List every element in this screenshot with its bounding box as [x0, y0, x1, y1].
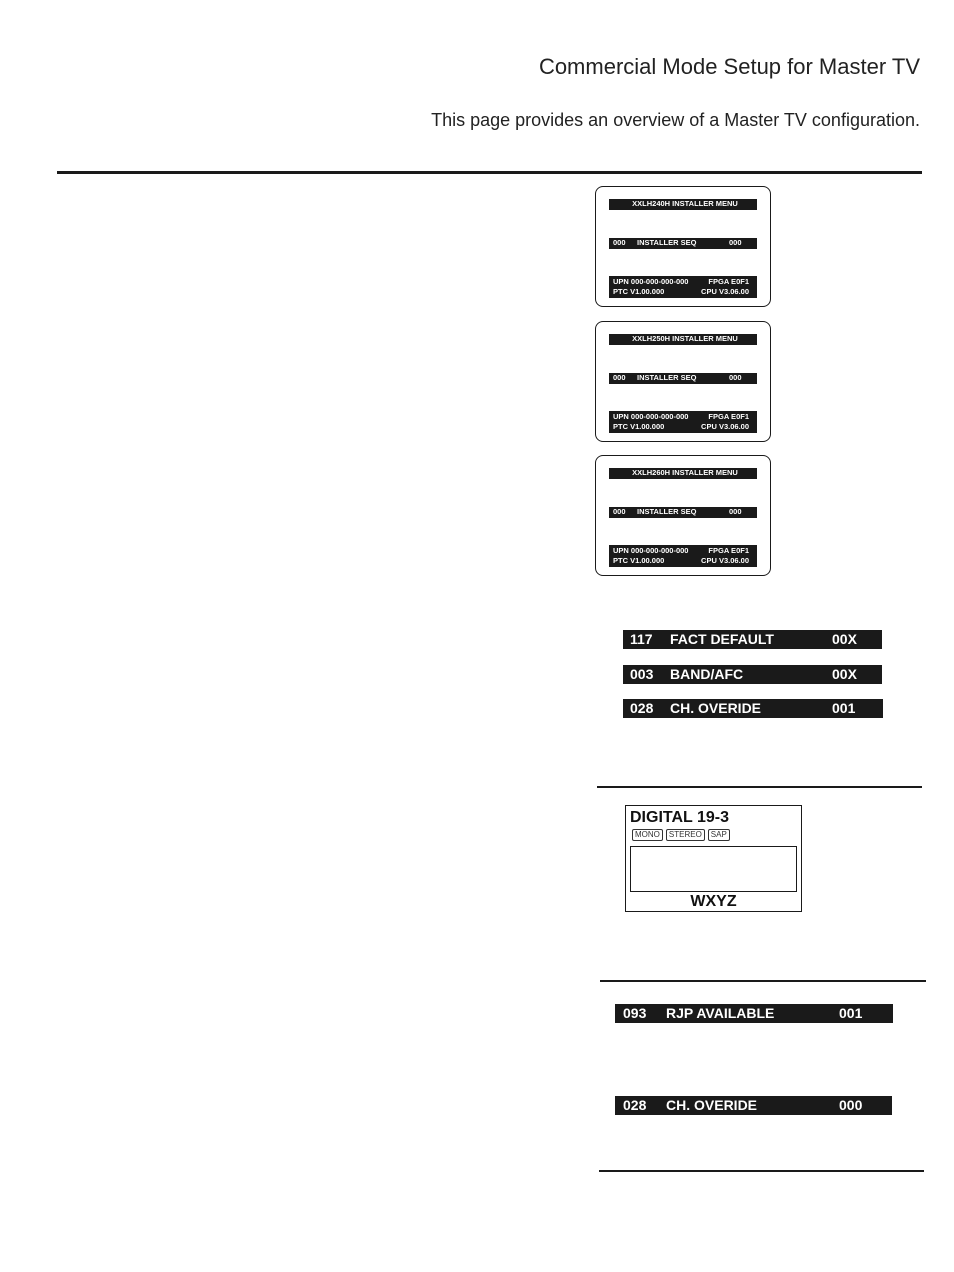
installer-seq-label: INSTALLER SEQ — [637, 373, 697, 382]
setting-label: RJP AVAILABLE — [666, 1005, 775, 1021]
channel-title: DIGITAL 19-3 — [630, 809, 729, 826]
setting-value: 001 — [832, 700, 856, 716]
fpga-text: FPGA E0F1 — [708, 546, 749, 555]
station-name: WXYZ — [690, 893, 737, 910]
installer-seq-value: 000 — [729, 507, 742, 516]
installer-seq-code: 000 — [613, 507, 626, 516]
installer-seq-label: INSTALLER SEQ — [637, 507, 697, 516]
program-info-box — [630, 846, 797, 892]
installer-menu-screen-1 — [595, 186, 771, 307]
channel-banner — [625, 805, 802, 912]
audio-tag-sap: SAP — [708, 829, 730, 841]
fpga-text: FPGA E0F1 — [708, 277, 749, 286]
installer-seq-row — [609, 238, 757, 249]
audio-tag-mono: MONO — [632, 829, 663, 841]
installer-menu-title: XXLH250H INSTALLER MENU — [609, 334, 757, 345]
setting-bar-ch-overide-2 — [615, 1096, 892, 1115]
setting-code: 117 — [630, 631, 653, 647]
setting-value: 00X — [832, 631, 857, 647]
installer-info-panel — [609, 411, 757, 433]
section-divider-1 — [597, 786, 922, 788]
ptc-text: PTC V1.00.000 — [613, 287, 665, 296]
page-title: Commercial Mode Setup for Master TV — [538, 54, 920, 79]
section-divider-3 — [599, 1170, 924, 1172]
setting-value: 000 — [839, 1097, 863, 1113]
ptc-text: PTC V1.00.000 — [613, 422, 665, 431]
installer-seq-label: INSTALLER SEQ — [637, 238, 697, 247]
installer-menu-screen-2 — [595, 321, 771, 442]
setting-bar-rjp-available — [615, 1004, 893, 1023]
ptc-text: PTC V1.00.000 — [613, 556, 665, 565]
audio-tag-stereo: STEREO — [666, 829, 705, 841]
section-divider-2 — [600, 980, 926, 982]
installer-seq-row — [609, 507, 757, 518]
fpga-text: FPGA E0F1 — [708, 412, 749, 421]
installer-menu-title: XXLH240H INSTALLER MENU — [609, 199, 757, 210]
setting-bar-fact-default — [623, 630, 882, 649]
installer-seq-value: 000 — [729, 238, 742, 247]
setting-code: 003 — [630, 666, 654, 682]
installer-seq-code: 000 — [613, 238, 626, 247]
setting-code: 093 — [623, 1005, 647, 1021]
installer-menu-screen-3 — [595, 455, 771, 576]
setting-code: 028 — [623, 1097, 647, 1113]
setting-bar-band-afc — [623, 665, 882, 684]
setting-value: 00X — [832, 666, 857, 682]
setting-label: FACT DEFAULT — [670, 631, 774, 647]
upn-text: UPN 000-000-000-000 — [613, 412, 689, 421]
setting-bar-ch-overide — [623, 699, 883, 718]
setting-label: BAND/AFC — [670, 666, 744, 682]
installer-info-panel — [609, 276, 757, 298]
header-divider — [57, 171, 922, 174]
installer-seq-row — [609, 373, 757, 384]
audio-tags — [632, 829, 730, 841]
upn-text: UPN 000-000-000-000 — [613, 277, 689, 286]
setting-label: CH. OVERIDE — [666, 1097, 758, 1113]
upn-text: UPN 000-000-000-000 — [613, 546, 689, 555]
installer-menu-title: XXLH260H INSTALLER MENU — [609, 468, 757, 479]
cpu-text: CPU V3.06.00 — [701, 556, 749, 565]
setting-label: CH. OVERIDE — [670, 700, 762, 716]
installer-info-panel — [609, 545, 757, 567]
page-subtitle: This page provides an overview of a Master TV configuration. — [431, 110, 920, 130]
setting-code: 028 — [630, 700, 654, 716]
installer-seq-code: 000 — [613, 373, 626, 382]
cpu-text: CPU V3.06.00 — [701, 287, 749, 296]
cpu-text: CPU V3.06.00 — [701, 422, 749, 431]
installer-seq-value: 000 — [729, 373, 742, 382]
setting-value: 001 — [839, 1005, 863, 1021]
